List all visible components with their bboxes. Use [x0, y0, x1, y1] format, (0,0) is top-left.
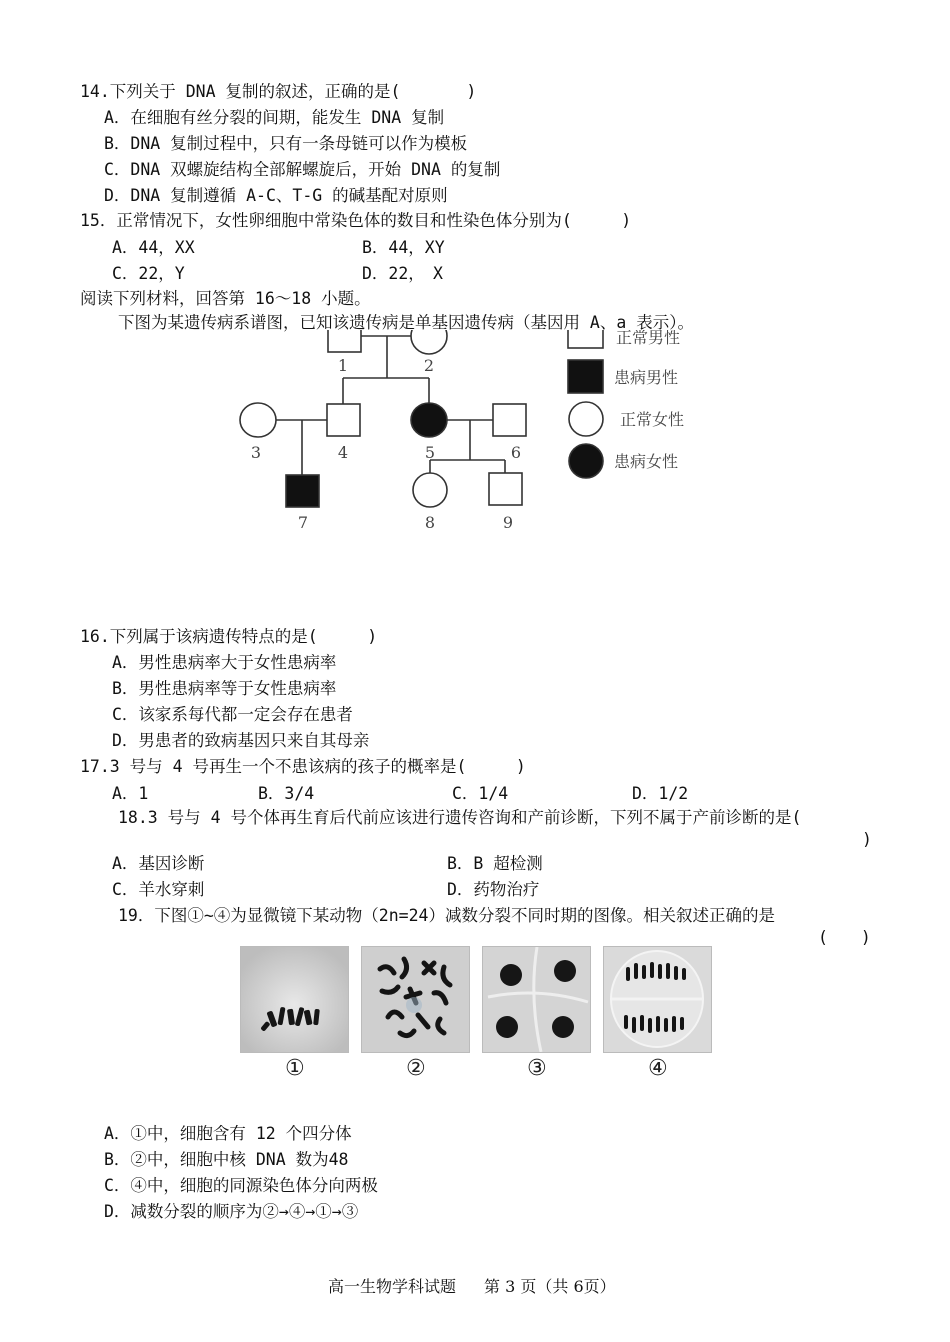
legend-normal-female-symbol — [569, 402, 603, 436]
q14-option-a: A．在细胞有丝分裂的间期，能发生 DNA 复制 — [104, 108, 445, 127]
label-1: 1 — [337, 356, 349, 375]
footer-page-number: 第 3 页（共 6页） — [484, 1277, 616, 1296]
legend-normal-male-symbol — [568, 330, 603, 348]
q14-option-c: C．DNA 双螺旋结构全部解螺旋后，开始 DNA 的复制 — [104, 160, 501, 179]
label-7: 7 — [297, 513, 309, 532]
q19-option-b: B．②中，细胞中核 DNA 数为48 — [104, 1150, 349, 1169]
q15-option-c: C．22，Y — [112, 264, 185, 283]
q19-option-c: C．④中，细胞的同源染色体分向两极 — [104, 1176, 378, 1195]
individual-7-affected-male — [286, 475, 319, 507]
individual-3-normal-female — [240, 403, 276, 437]
label-5: 5 — [424, 443, 436, 462]
q14-option-b: B．DNA 复制过程中，只有一条母链可以作为模板 — [104, 134, 468, 153]
q17-option-a: A．1 — [112, 784, 149, 803]
micrograph-label-3: ③ — [527, 1056, 547, 1081]
q18-stem-end: ) — [862, 830, 872, 849]
legend-affected-female: 患病女性 — [614, 452, 679, 471]
q17-option-d: D．1/2 — [632, 784, 689, 803]
q14-stem: 14.下列关于 DNA 复制的叙述，正确的是( ) — [80, 82, 477, 101]
q16-option-b: B．男性患病率等于女性患病率 — [112, 679, 337, 698]
q18-option-b: B．B 超检测 — [447, 854, 543, 873]
individual-9-normal-male — [489, 473, 522, 505]
q18-option-d: D．药物治疗 — [447, 880, 540, 899]
pedigree-chart — [230, 330, 710, 540]
q17-option-b: B．3/4 — [258, 784, 315, 803]
micrograph-4-image — [604, 947, 711, 1052]
label-3: 3 — [250, 443, 262, 462]
q19-stem-end: ( ) — [818, 928, 871, 947]
micrograph-panel-3 — [482, 946, 591, 1053]
q19-stem: 19．下图①~④为显微镜下某动物（2n=24）减数分裂不同时期的图像。相关叙述正确的是 — [118, 906, 775, 925]
legend-normal-female: 正常女性 — [620, 410, 685, 429]
q19-option-d: D．减数分裂的顺序为②→④→①→③ — [104, 1202, 359, 1221]
reading-intro: 阅读下列材料，回答第 16～18 小题。 — [80, 289, 371, 308]
micrograph-3-image — [483, 947, 590, 1052]
footer-subject: 高一生物学科试题 — [328, 1277, 457, 1296]
micrograph-1-image — [241, 947, 348, 1052]
micrograph-figure — [240, 946, 710, 1091]
micrograph-label-4: ④ — [648, 1056, 668, 1081]
micrograph-label-1: ① — [285, 1056, 305, 1081]
q15-option-d: D．22， X — [362, 264, 443, 283]
individual-8-normal-female — [413, 473, 447, 507]
q14-option-d: D．DNA 复制遵循 A-C、T-G 的碱基配对原则 — [104, 186, 448, 205]
q15-stem: 15．正常情况下，女性卵细胞中常染色体的数目和性染色体分别为( ) — [80, 211, 632, 230]
q16-option-c: C．该家系每代都一定会存在患者 — [112, 705, 353, 724]
q18-option-c: C．羊水穿刺 — [112, 880, 205, 899]
label-9: 9 — [502, 513, 514, 532]
q16-stem: 16.下列属于该病遗传特点的是( ) — [80, 627, 378, 646]
legend-affected-male-symbol — [568, 360, 603, 393]
q15-option-b: B．44，XY — [362, 238, 445, 257]
legend-affected-male: 患病男性 — [614, 368, 679, 387]
individual-1-normal-male — [328, 330, 361, 352]
label-2: 2 — [423, 356, 435, 375]
individual-4-normal-male — [327, 404, 360, 436]
q16-option-a: A．男性患病率大于女性患病率 — [112, 653, 337, 672]
label-4: 4 — [337, 443, 349, 462]
legend-affected-female-symbol — [569, 444, 603, 478]
q18-option-a: A．基因诊断 — [112, 854, 205, 873]
q18-stem: 18.3 号与 4 号个体再生育后代前应该进行遗传咨询和产前诊断，下列不属于产前诊断的是( — [118, 808, 802, 827]
pedigree-description: 下图为某遗传病系谱图，已知该遗传病是单基因遗传病（基因用 A、a 表示）。 — [118, 313, 694, 332]
individual-2-normal-female — [411, 330, 447, 354]
micrograph-2-image — [362, 947, 469, 1052]
q19-option-a: A．①中，细胞含有 12 个四分体 — [104, 1124, 352, 1143]
q17-stem: 17.3 号与 4 号再生一个不患该病的孩子的概率是( ) — [80, 757, 526, 776]
q15-option-a: A．44，XX — [112, 238, 195, 257]
micrograph-panel-2 — [361, 946, 470, 1053]
individual-6-normal-male — [493, 404, 526, 436]
individual-5-affected-female — [411, 403, 447, 437]
micrograph-label-2: ② — [406, 1056, 426, 1081]
legend-normal-male: 正常男性 — [616, 330, 681, 347]
q17-option-c: C．1/4 — [452, 784, 509, 803]
q16-option-d: D．男患者的致病基因只来自其母亲 — [112, 731, 370, 750]
micrograph-panel-1 — [240, 946, 349, 1053]
micrograph-panel-4 — [603, 946, 712, 1053]
label-8: 8 — [424, 513, 436, 532]
label-6: 6 — [510, 443, 522, 462]
